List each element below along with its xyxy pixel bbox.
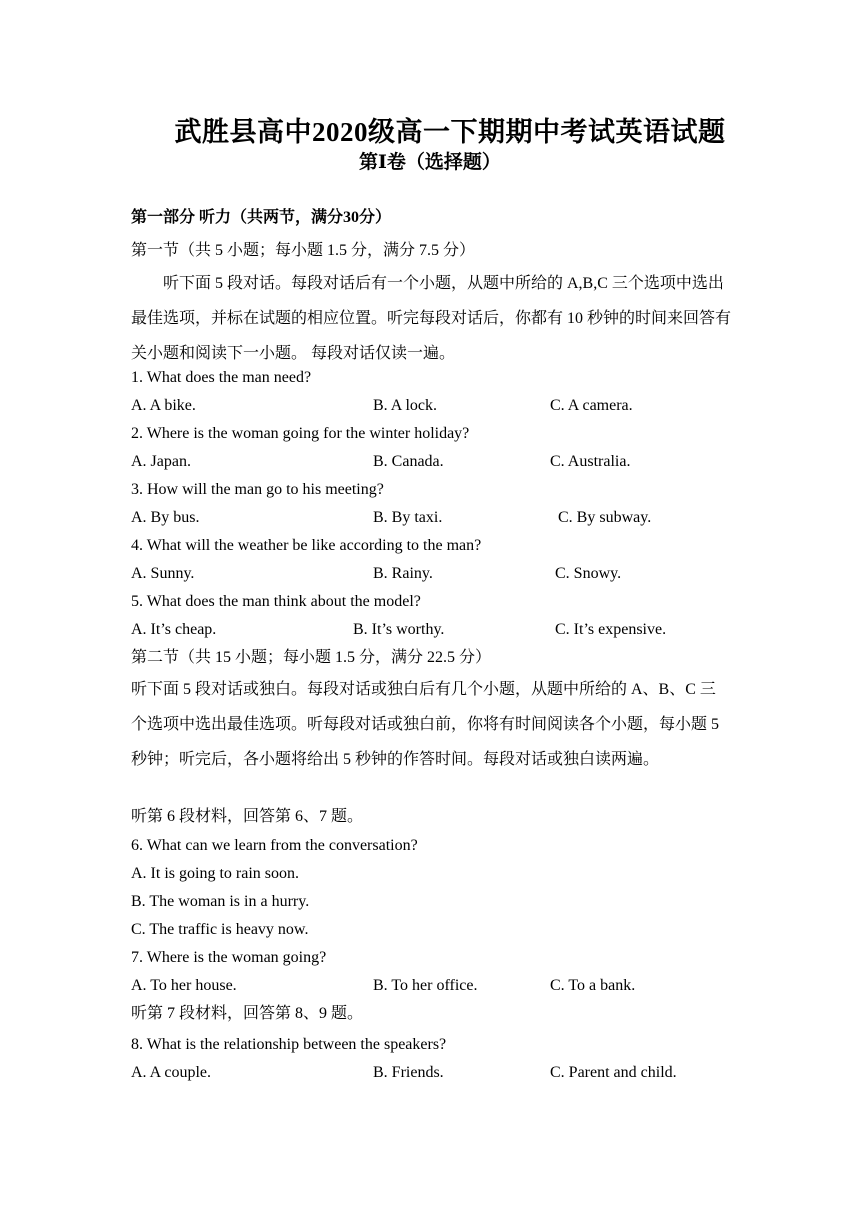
q1-option-c: C. A camera. bbox=[550, 397, 633, 414]
q4-option-a: A. Sunny. bbox=[131, 565, 195, 582]
q6-option-a: A. It is going to rain soon. bbox=[131, 865, 299, 882]
material-7-note: 听第 7 段材料，回答第 8、9 题。 bbox=[131, 1005, 364, 1022]
q5-option-c: C. It’s expensive. bbox=[555, 621, 667, 638]
question-8: 8. What is the relationship between the speakers? bbox=[131, 1036, 447, 1053]
question-2: 2. Where is the woman going for the winter holiday? bbox=[131, 425, 470, 442]
question-7: 7. Where is the woman going? bbox=[131, 949, 327, 966]
question-3: 3. How will the man go to his meeting? bbox=[131, 481, 384, 498]
section1-instructions: 听下面 5 段对话。每段对话后有一个小题，从题中所给的 A,B,C 三个选项中选出最佳选项，并标在试题的相应位置。听完每段对话后，你都有 10 秒钟的时间来回答有关小题和阅读下一小题。 每段对话仅读一遍。 bbox=[131, 275, 732, 362]
exam-subtitle: 第Ⅰ卷（选择题） bbox=[359, 152, 501, 173]
q5-option-b: B. It’s worthy. bbox=[353, 621, 445, 638]
q5-option-a: A. It’s cheap. bbox=[131, 621, 217, 638]
q3-option-b: B. By taxi. bbox=[373, 509, 443, 526]
q2-option-c: C. Australia. bbox=[550, 453, 631, 470]
q6-option-b: B. The woman is in a hurry. bbox=[131, 893, 310, 910]
part1-heading: 第一部分 听力（共两节，满分30分） bbox=[131, 209, 392, 226]
material-6-note: 听第 6 段材料，回答第 6、7 题。 bbox=[131, 808, 364, 825]
section2-instructions: 听下面 5 段对话或独白。每段对话或独白后有几个小题，从题中所给的 A、B、C 三个选项中选出最佳选项。听每段对话或独白前，你将有时间阅读各个小题，每小题 5 秒钟；听完后，各小题将给出 5 秒钟的作答时间。每段对话或独白读两遍。 bbox=[131, 681, 720, 768]
q3-option-a: A. By bus. bbox=[131, 509, 200, 526]
q1-option-a: A. A bike. bbox=[131, 397, 196, 414]
section2-heading: 第二节（共 15 小题；每小题 1.5 分，满分 22.5 分） bbox=[131, 649, 492, 666]
q7-option-c: C. To a bank. bbox=[550, 977, 636, 994]
q7-option-a: A. To her house. bbox=[131, 977, 237, 994]
question-4: 4. What will the weather be like according to the man? bbox=[131, 537, 482, 554]
question-5: 5. What does the man think about the model? bbox=[131, 593, 421, 610]
q6-option-c: C. The traffic is heavy now. bbox=[131, 921, 309, 938]
q8-option-b: B. Friends. bbox=[373, 1064, 444, 1081]
section1-heading: 第一节（共 5 小题；每小题 1.5 分，满分 7.5 分） bbox=[131, 242, 476, 259]
q2-option-a: A. Japan. bbox=[131, 453, 191, 470]
q2-option-b: B. Canada. bbox=[373, 453, 444, 470]
q7-option-b: B. To her office. bbox=[373, 977, 478, 994]
q8-option-c: C. Parent and child. bbox=[550, 1064, 677, 1081]
q1-option-b: B. A lock. bbox=[373, 397, 438, 414]
q4-option-b: B. Rainy. bbox=[373, 565, 433, 582]
exam-title: 武胜县高中2020级高一下期期中考试英语试题 bbox=[174, 117, 726, 147]
q3-option-c: C. By subway. bbox=[558, 509, 652, 526]
question-1: 1. What does the man need? bbox=[131, 369, 312, 386]
q8-option-a: A. A couple. bbox=[131, 1064, 211, 1081]
q4-option-c: C. Snowy. bbox=[555, 565, 622, 582]
question-6: 6. What can we learn from the conversation? bbox=[131, 837, 418, 854]
